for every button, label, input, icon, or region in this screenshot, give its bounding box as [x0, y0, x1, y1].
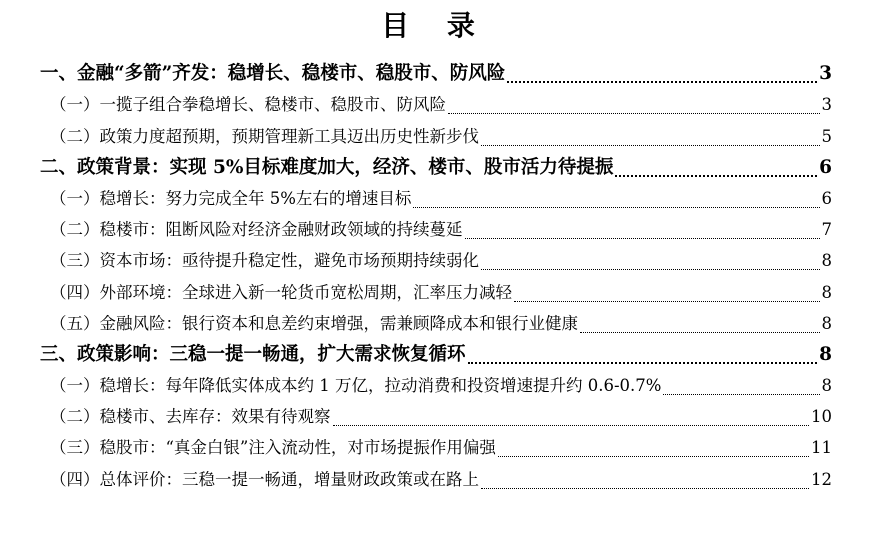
toc-subsection-entry[interactable]: [40, 214, 832, 245]
toc-leader-dots: [663, 393, 819, 395]
toc-subsection-entry[interactable]: [40, 245, 832, 276]
toc-title: 目 录: [381, 9, 489, 42]
toc-leader-dots: [507, 80, 817, 83]
toc-leader-dots: [514, 300, 820, 302]
toc-subsection-entry[interactable]: [40, 276, 832, 307]
toc-page-number: 5: [821, 126, 832, 146]
toc-page-number: 8: [821, 376, 832, 396]
toc-entry-label: （四）外部环境：全球进入新一轮货币宽松周期，汇率压力减轻: [50, 282, 512, 302]
toc-leader-dots: [615, 174, 817, 177]
toc-leader-dots: [481, 144, 820, 146]
toc-entry-label: （五）金融风险：银行资本和息差约束增强，需兼顾降成本和银行业健康: [50, 313, 578, 333]
toc-page-number: 6: [821, 188, 832, 208]
toc-entry-label: （一）稳增长：每年降低实体成本约 1 万亿，拉动消费和投资增速提升约 0.6-0.7%: [50, 376, 662, 396]
toc-leader-dots: [481, 268, 820, 270]
toc-entry-label: 一、金融“多箭”齐发：稳增长、稳楼市、稳股市、防风险: [40, 63, 506, 85]
toc-page-number: 6: [819, 156, 832, 178]
toc-page-number: 8: [819, 343, 832, 365]
toc-page-number: 11: [811, 438, 832, 458]
toc-list: [40, 58, 832, 495]
toc-subsection-entry[interactable]: [40, 432, 832, 463]
toc-entry-label: 三、政策影响：三稳一提一畅通，扩大需求恢复循环: [40, 343, 466, 365]
toc-leader-dots: [465, 237, 820, 239]
toc-section-entry[interactable]: [40, 58, 832, 89]
toc-leader-dots: [413, 206, 819, 208]
toc-entry-label: （三）资本市场：亟待提升稳定性，避免市场预期持续弱化: [50, 251, 479, 271]
toc-entry-label: （一）稳增长：努力完成全年 5%左右的增速目标: [50, 188, 412, 208]
toc-subsection-entry[interactable]: [40, 463, 832, 494]
toc-subsection-entry[interactable]: [40, 120, 832, 151]
toc-subsection-entry[interactable]: [40, 183, 832, 214]
toc-entry-label: （二）稳楼市、去库存：效果有待观察: [50, 407, 331, 427]
toc-entry-label: （二）稳楼市：阻断风险对经济金融财政领域的持续蔓延: [50, 220, 463, 240]
toc-leader-dots: [580, 331, 820, 333]
toc-subsection-entry[interactable]: [40, 401, 832, 432]
toc-subsection-entry[interactable]: [40, 370, 832, 401]
toc-entry-label: （一）一揽子组合拳稳增长、稳楼市、稳股市、防风险: [50, 95, 446, 115]
toc-page-number: 8: [821, 282, 832, 302]
toc-page-number: 3: [821, 95, 832, 115]
toc-page-number: 8: [821, 251, 832, 271]
toc-leader-dots: [481, 487, 809, 489]
toc-section-entry[interactable]: [40, 152, 832, 183]
toc-entry-label: （四）总体评价：三稳一提一畅通，增量财政政策或在路上: [50, 469, 479, 489]
toc-entry-label: （三）稳股市：“真金白银”注入流动性，对市场提振作用偏强: [50, 438, 496, 458]
toc-entry-label: （二）政策力度超预期，预期管理新工具迈出历史性新步伐: [50, 126, 479, 146]
toc-leader-dots: [333, 424, 810, 426]
toc-page-number: 8: [821, 313, 832, 333]
toc-page-number: 3: [819, 63, 832, 85]
toc-leader-dots: [448, 112, 820, 114]
toc-page-number: 7: [821, 220, 832, 240]
toc-section-entry[interactable]: [40, 339, 832, 370]
toc-entry-label: 二、政策背景：实现 5%目标难度加大，经济、楼市、股市活力待提振: [40, 156, 614, 178]
toc-page-number: 12: [811, 469, 832, 489]
toc-leader-dots: [498, 455, 809, 457]
toc-page-number: 10: [811, 407, 832, 427]
toc-subsection-entry[interactable]: [40, 89, 832, 120]
toc-leader-dots: [468, 361, 818, 364]
toc-subsection-entry[interactable]: [40, 308, 832, 339]
